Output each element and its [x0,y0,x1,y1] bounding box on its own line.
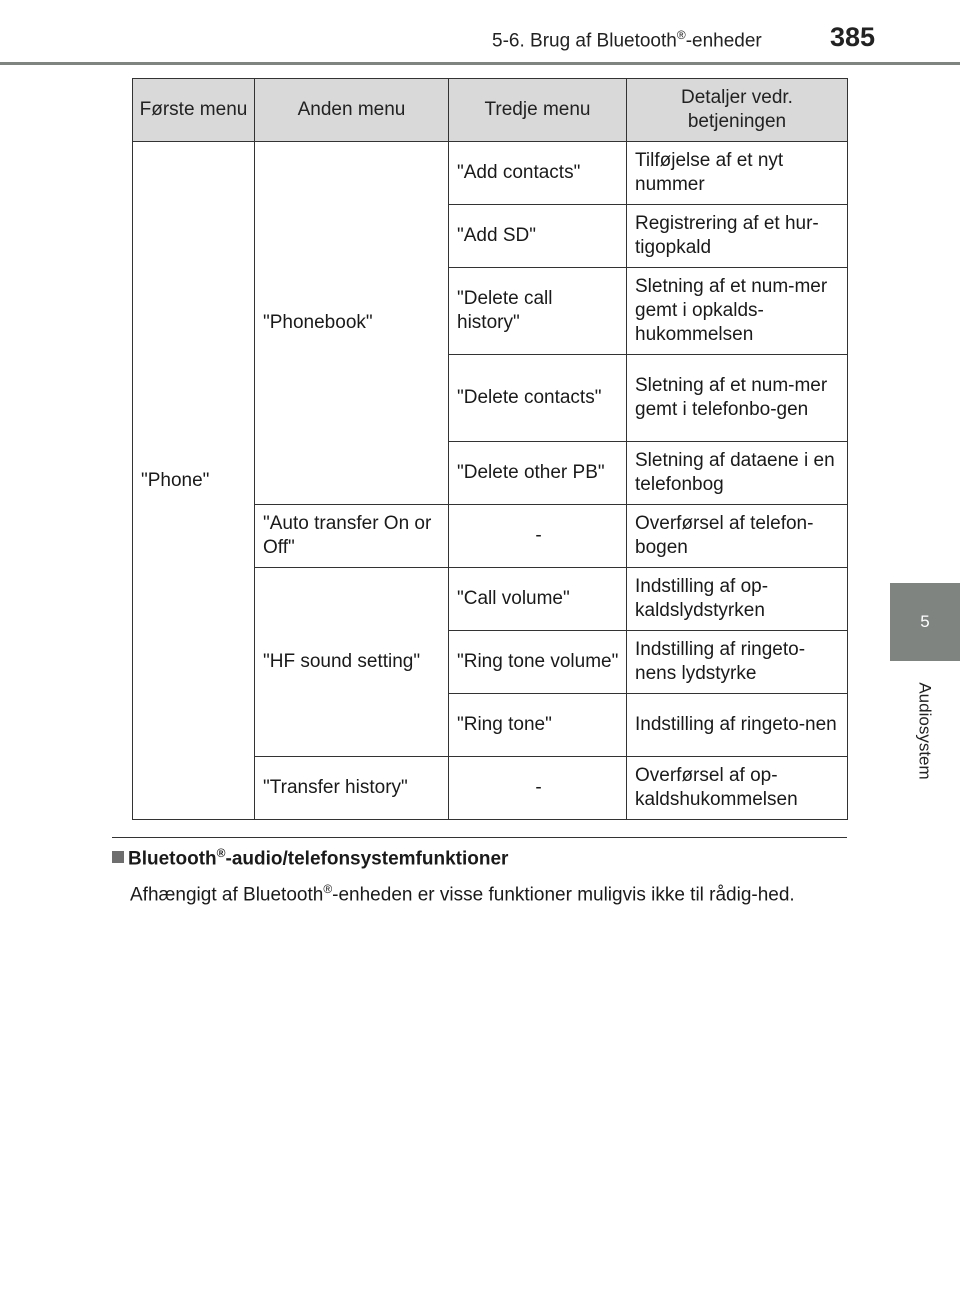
detail-cell: Overførsel af op-kaldshukommelsen [627,757,848,820]
header-title-prefix: 5-6. Brug af Bluetooth [492,30,677,52]
third-menu-cell: "Add SD" [449,205,627,268]
third-menu-cell: - [449,505,627,568]
running-header [492,28,762,52]
chapter-label [890,661,960,801]
section-heading-prefix: Bluetooth [128,848,217,870]
second-menu-cell: "Auto transfer On or Off" [255,505,449,568]
detail-cell: Sletning af dataene i en telefonbog [627,442,848,505]
second-menu-cell: "HF sound setting" [255,568,449,757]
header-title-suffix: -enheder [685,30,762,52]
detail-cell: Sletning af et num-mer gemt i telefonbo-gen [627,355,848,442]
registered-mark: ® [323,882,333,896]
third-menu-cell: "Delete contacts" [449,355,627,442]
third-menu-cell: - [449,757,627,820]
chapter-tab [890,583,960,661]
menu-table [132,78,848,820]
detail-cell: Sletning af et num-mer gemt i opkalds-hukommelsen [627,268,848,355]
detail-cell: Tilføjelse af et nyt nummer [627,142,848,205]
third-menu-cell: "Delete call history" [449,268,627,355]
header-second-menu: Anden menu [255,79,449,142]
third-menu-cell: "Ring tone" [449,694,627,757]
chapter-label-text: Audiosystem [916,682,936,780]
section-rule [112,837,847,838]
third-menu-cell: "Delete other PB" [449,442,627,505]
detail-cell: Overførsel af telefon-bogen [627,505,848,568]
section-body [130,875,842,909]
second-menu-cell: "Phonebook" [255,142,449,505]
chapter-number: 5 [920,612,930,631]
square-bullet-icon [112,851,124,863]
detail-cell: Indstilling af op-kaldslydstyrken [627,568,848,631]
detail-cell: Registrering af et hur-tigopkald [627,205,848,268]
section-body-suffix: -enheden er visse funktioner muligvis ikke til rådig-hed. [332,884,795,906]
table-header-row [133,79,848,142]
third-menu-cell: "Call volume" [449,568,627,631]
header-third-menu: Tredje menu [449,79,627,142]
detail-cell: Indstilling af ringeto-nen [627,694,848,757]
table-row [133,142,848,205]
header-first-menu: Første menu [133,79,255,142]
first-menu-cell: "Phone" [133,142,255,820]
header-details: Detaljer vedr. betjeningen [627,79,848,142]
registered-mark: ® [676,28,686,42]
third-menu-cell: "Add contacts" [449,142,627,205]
page-number: 385 [830,22,876,52]
third-menu-cell: "Ring tone volume" [449,631,627,694]
section-heading-suffix: -audio/telefonsystemfunktioner [225,848,509,870]
header-rule [0,62,960,65]
detail-cell: Indstilling af ringeto-nens lydstyrke [627,631,848,694]
section-body-prefix: Afhængigt af Bluetooth [130,884,324,906]
registered-mark: ® [216,846,226,860]
second-menu-cell: "Transfer history" [255,757,449,820]
section-heading [112,846,508,870]
